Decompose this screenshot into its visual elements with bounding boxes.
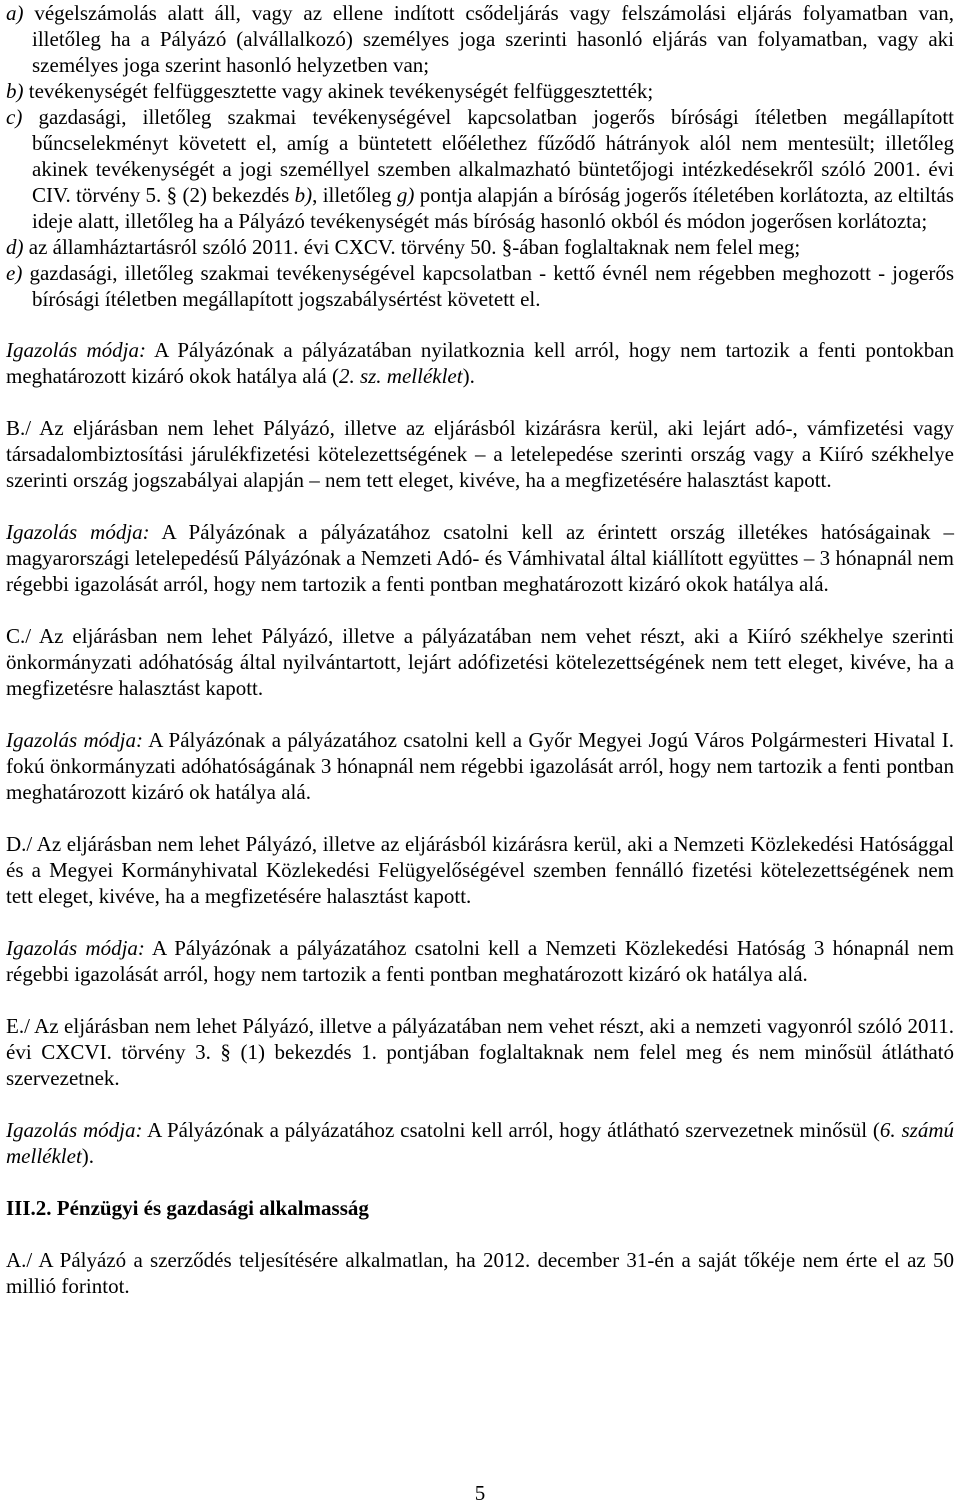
- spacer: [6, 312, 954, 337]
- spacer: [6, 805, 954, 831]
- section-text: Az eljárásban nem lehet Pályázó, illetve az eljárásból kizárásra kerül, aki lejárt adó-, vámfizetési vagy társadalombiztosítási járulékfizetési kötelezettségének – a letelepedése szerinti ország vagy a Kiíró székhelye szerinti ország jogszabályai alapján – nem tett eleget, kivéve, ha a megfizetésére halasztást kapott.: [6, 416, 954, 492]
- list-marker: e): [6, 261, 23, 285]
- list-marker: d): [6, 235, 24, 259]
- list-item-a: [6, 0, 954, 78]
- section-label: A./: [6, 1248, 33, 1272]
- spacer: [6, 597, 954, 623]
- proof-text-end: ).: [81, 1144, 95, 1168]
- list-text: tevékenységét felfüggesztette vagy akinek tevékenységét felfüggesztették;: [28, 79, 654, 103]
- list-marker: a): [6, 1, 24, 25]
- section-e: [6, 1013, 954, 1091]
- proof-label: Igazolás módja:: [6, 728, 144, 752]
- section-label: B./: [6, 416, 32, 440]
- spacer: [6, 987, 954, 1013]
- proof-paragraph-a: [6, 337, 954, 389]
- list-text: pontja alapján a bíróság jogerős ítéletében korlátozta, az eltiltás ideje alatt, illetőleg ha a Pályázó tevékenységét más bíróság hasonló okból és módon jogerősen korlátozta;: [32, 183, 954, 233]
- proof-paragraph-e: [6, 1117, 954, 1169]
- list-item-b: [6, 78, 954, 104]
- section-text: Az eljárásban nem lehet Pályázó, illetve az eljárásból kizárásra kerül, aki a Nemzeti Közlekedési Hatósággal és a Megyei Kormányhivatal Közlekedési Felügyelőségével szemben fennálló fizetési kötelezettségének nem tett eleget, kivéve, ha a megfizetésére halasztást kapott.: [6, 832, 955, 908]
- list-text: , illetőleg: [312, 183, 392, 207]
- list-text: gazdasági, illetőleg szakmai tevékenységével kapcsolatban - kettő évnél nem régebben meghozott - jogerős bírósági ítéletben megállapított jogszabálysértést követett el.: [29, 261, 955, 311]
- proof-label: Igazolás módja:: [6, 520, 150, 544]
- list-ref-b: b): [294, 183, 313, 207]
- section-label: E./: [6, 1014, 30, 1038]
- proof-text: A Pályázónak a pályázatához csatolni kell a Győr Megyei Jogú Város Polgármesteri Hivatal I. fokú önkormányzati adóhatóságának 3 hónapnál nem régebbi igazolását arról, hogy nem tartozik a fenti pontban meghatározott kizáró ok hatálya alá.: [6, 728, 954, 804]
- proof-label: Igazolás módja:: [6, 1118, 143, 1142]
- list-item-d: [6, 234, 954, 260]
- proof-label: Igazolás módja:: [6, 338, 146, 362]
- section-b: [6, 415, 954, 493]
- section-a2: [6, 1247, 954, 1299]
- spacer: [6, 493, 954, 519]
- list-marker: c): [6, 105, 23, 129]
- page-number: 5: [474, 1481, 486, 1505]
- section-d: [6, 831, 954, 909]
- list-text: gazdasági, illetőleg szakmai tevékenységével kapcsolatban jogerős bírósági ítéletben megállapított bűncselekményt követett el, amíg a büntetett előélethez fűződő hátrányok alól nem mentesült; illetőleg akinek tevékenységét a jogi személlyel szemben alkalmazható büntetőjogi intézkedésekről szóló 2001. évi CIV. törvény 5. § (2) bekezdés: [32, 105, 954, 207]
- spacer: [6, 389, 954, 415]
- annex-reference: 2. sz. melléklet: [338, 364, 463, 388]
- section-label: C./: [6, 624, 32, 648]
- document-page: [6, 0, 954, 1299]
- spacer: [6, 1091, 954, 1117]
- section-label: D./: [6, 832, 33, 856]
- proof-text: A Pályázónak a pályázatában nyilatkoznia kell arról, hogy nem tartozik a fenti pontokban meghatározott kizáró okok hatálya alá (: [6, 338, 955, 388]
- proof-label: Igazolás módja:: [6, 936, 145, 960]
- proof-text: A Pályázónak a pályázatához csatolni kell az érintett ország illetékes hatóságainak – magyarországi letelepedésű Pályázónak a Nemzeti Adó- és Vámhivatal által kiállított együttes – 3 hónapnál nem régebbi igazolását arról, hogy nem tartozik a fenti pontban meghatározott kizáró okok hatálya alá.: [6, 520, 955, 596]
- spacer: [6, 701, 954, 727]
- proof-paragraph-b: [6, 519, 954, 597]
- list-text: az államháztartásról szóló 2011. évi CXCV. törvény 50. §-ában foglaltaknak nem felel meg;: [28, 235, 801, 259]
- proof-text-end: ).: [462, 364, 475, 388]
- spacer: [6, 1169, 954, 1195]
- list-item-c: [6, 104, 954, 234]
- proof-text: A Pályázónak a pályázatához csatolni kell arról, hogy átlátható szervezetnek minősül (: [147, 1118, 880, 1142]
- list-ref-g: g): [396, 183, 415, 207]
- spacer: [6, 1221, 954, 1247]
- section-text: A Pályázó a szerződés teljesítésére alkalmatlan, ha 2012. december 31-én a saját tőkéje nem érte el az 50 millió forintot.: [6, 1248, 955, 1298]
- proof-paragraph-c: [6, 727, 954, 805]
- proof-paragraph-d: [6, 935, 954, 987]
- list-marker: b): [6, 79, 24, 103]
- proof-text: A Pályázónak a pályázatához csatolni kell a Nemzeti Közlekedési Hatóság 3 hónapnál nem régebbi igazolását arról, hogy nem tartozik a fenti pontban meghatározott kizáró ok hatálya alá.: [6, 936, 954, 986]
- list-item-e: [6, 260, 954, 312]
- section-heading: III.2. Pénzügyi és gazdasági alkalmasság: [6, 1196, 369, 1220]
- section-text: Az eljárásban nem lehet Pályázó, illetve a pályázatában nem vehet részt, aki a nemzeti vagyonról szóló 2011. évi CXCVI. törvény 3. § (1) bekezdés 1. pontjában foglaltaknak nem felel meg és nem minősül átlátható szervezetnek.: [6, 1014, 954, 1090]
- spacer: [6, 909, 954, 935]
- section-text: Az eljárásban nem lehet Pályázó, illetve a pályázatában nem vehet részt, aki a Kiíró székhelye szerinti önkormányzati adóhatóság által nyilvántartott, lejárt adófizetési kötelezettségének nem tett eleget, kivéve, ha a megfizetésre halasztást kapott.: [6, 624, 954, 700]
- section-c: [6, 623, 954, 701]
- list-text: végelszámolás alatt áll, vagy az ellene indított csődeljárás vagy felszámolási eljárás folyamatban van, illetőleg ha a Pályázó (alvállalkozó) személyes joga szerinti hasonló eljárás van folyamatban, vagy aki személyes joga szerint hasonló helyzetben van;: [32, 1, 955, 77]
- annex-reference: 6. számú melléklet: [6, 1118, 954, 1168]
